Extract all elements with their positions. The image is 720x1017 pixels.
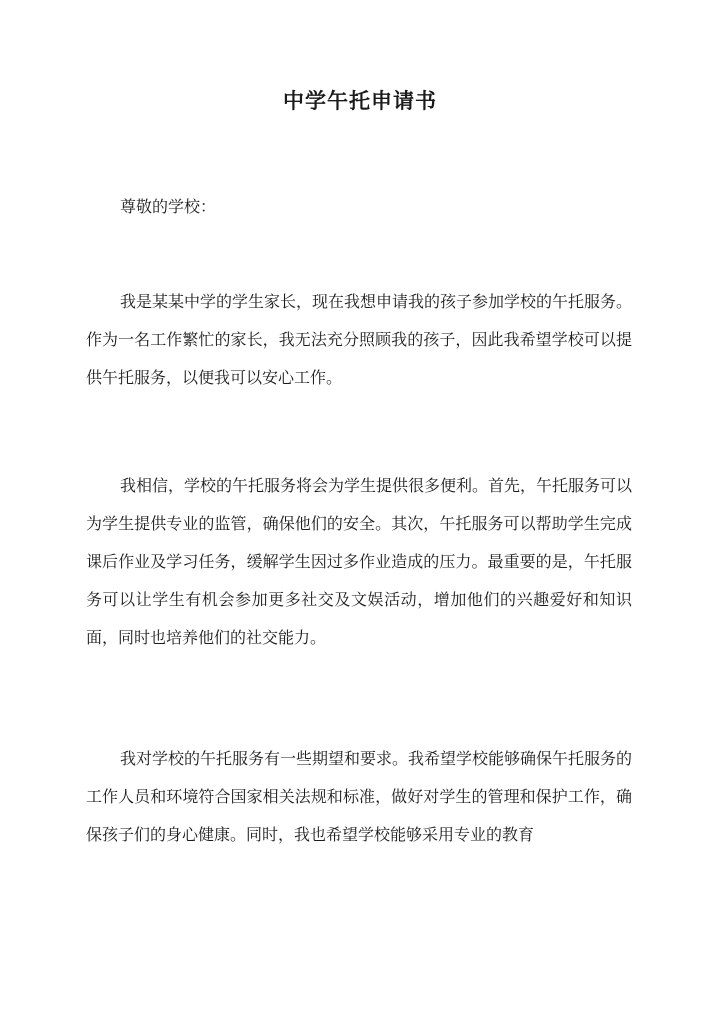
paragraph-3: 我对学校的午托服务有一些期望和要求。我希望学校能够确保午托服务的工作人员和环境符合国家相关法规和标准，做好对学生的管理和保护工作，确保孩子们的身心健康。同时，我也希望学校能够采用专业的教育 (86, 749, 633, 844)
salutation: 尊敬的学校： (120, 197, 217, 216)
paragraph-2: 我相信，学校的午托服务将会为学生提供很多便利。首先，午托服务可以为学生提供专业的监管，确保他们的安全。其次，午托服务可以帮助学生完成课后作业及学习任务，缓解学生因过多作业造成的压力。最重要的是，午托服务可以让学生有机会参加更多社交及文娱活动，增加他们的兴趣爱好和知识面，同时也培养他们的社交能力。 (86, 476, 633, 647)
paragraph-1: 我是某某中学的学生家长，现在我想申请我的孩子参加学校的午托服务。作为一名工作繁忙的家长，我无法充分照顾我的孩子，因此我希望学校可以提供午托服务，以便我可以安心工作。 (86, 292, 633, 387)
document-title: 中学午托申请书 (283, 88, 437, 113)
